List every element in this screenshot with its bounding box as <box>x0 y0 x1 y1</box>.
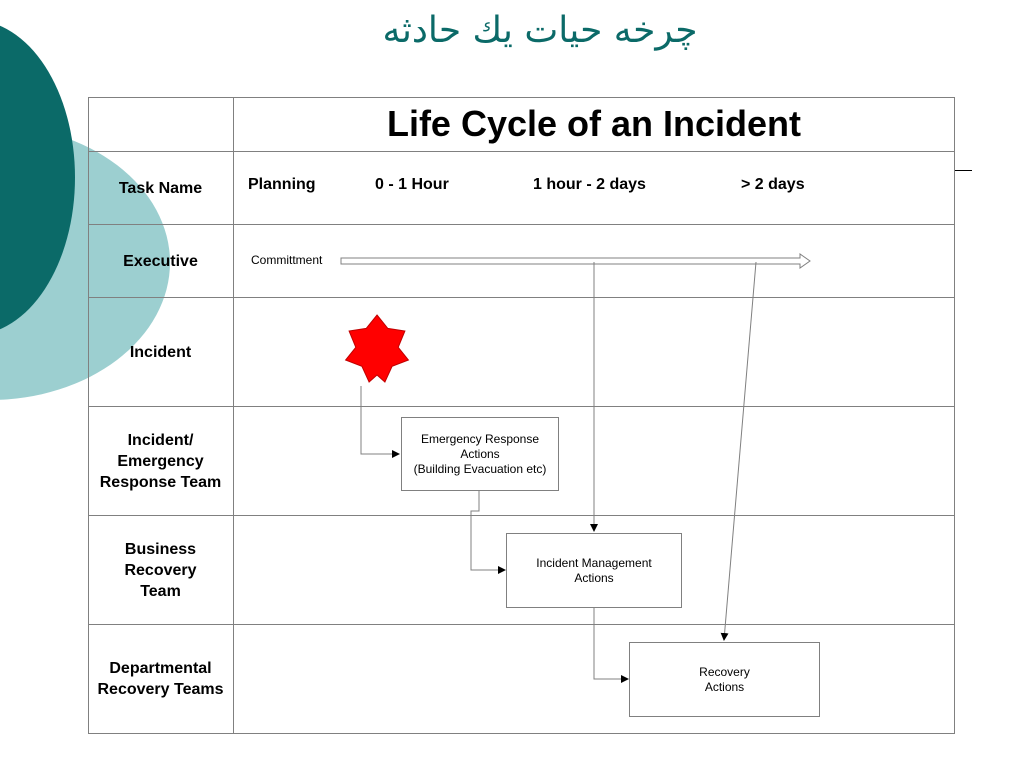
connector-emergency-to-incident-mgmt <box>471 490 505 570</box>
recovery-box-line-2: Actions <box>704 679 745 694</box>
row-label-emergency-response-team: Incident/ Emergency Response Team <box>99 431 222 491</box>
phase-1-hour-2-days: 1 hour - 2 days <box>533 176 646 193</box>
slide-title: چرخه حيات يك حادثه <box>382 10 698 51</box>
incident-management-actions-box <box>506 533 682 608</box>
incident-mgmt-box-line-1: Incident Management <box>536 555 652 570</box>
emergency-box-line-3: (Building Evacuation etc) <box>413 461 547 476</box>
incident-mgmt-box-line-2: Actions <box>574 570 614 585</box>
phase-planning: Planning <box>248 176 316 193</box>
emergency-response-actions-box <box>401 417 559 491</box>
row-label-incident: Incident <box>129 343 192 361</box>
phase-over-2-days: > 2 days <box>741 176 805 193</box>
row-label-departmental-recovery-teams: Departmental Recovery Teams <box>97 660 224 698</box>
task-name-header: Task Name <box>118 179 203 197</box>
emergency-box-line-1: Emergency Response <box>420 431 540 446</box>
recovery-actions-box <box>629 642 820 717</box>
row-label-business-recovery-team: Business Recovery Team <box>124 540 197 600</box>
emergency-box-line-2: Actions <box>460 446 500 461</box>
connector-executive-to-recovery <box>724 262 756 640</box>
commitment-arrow <box>341 254 810 268</box>
commitment-label: Committment <box>251 253 323 267</box>
red-star-icon <box>346 315 409 382</box>
connector-incident-to-emergency <box>361 386 399 454</box>
phase-0-1-hour: 0 - 1 Hour <box>375 176 449 193</box>
recovery-box-line-1: Recovery <box>699 664 750 679</box>
connector-incident-mgmt-to-recovery <box>594 606 628 679</box>
row-label-executive: Executive <box>123 252 198 270</box>
table-title: Life Cycle of an Incident <box>386 103 802 144</box>
